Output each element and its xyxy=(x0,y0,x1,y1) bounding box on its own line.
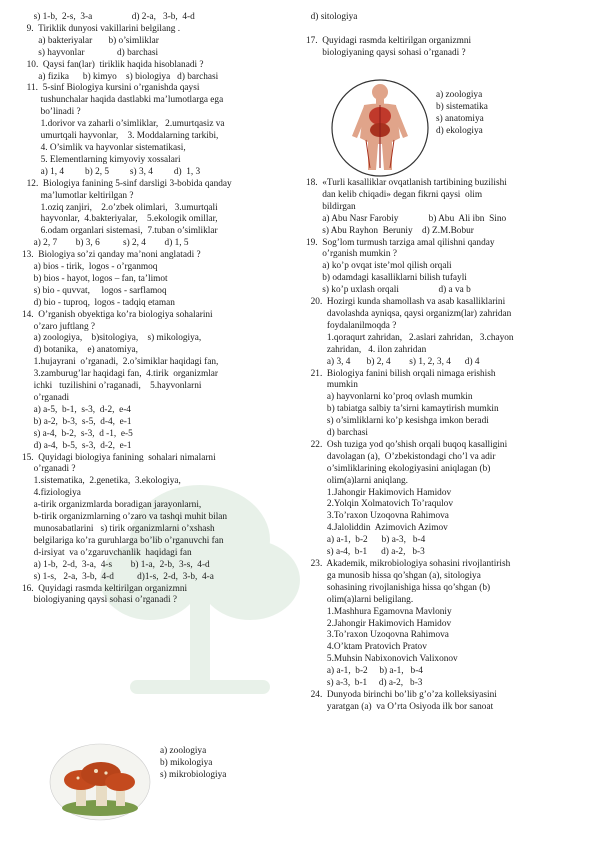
text-line: mumkin xyxy=(306,380,358,391)
text-line: 4.O’ktam Pratovich Pratov xyxy=(306,642,427,653)
text-line: 2.Jahongir Hakimovich Hamidov xyxy=(306,618,452,629)
text-line: 4.Jaloliddin Azimovich Azimov xyxy=(306,523,448,534)
text-line: b) tabiatga salbiy ta’sirni kamaytirish mumkin xyxy=(306,404,499,415)
text-line: a) bios - tirik, logos - o’rganmoq xyxy=(22,262,158,273)
text-line: a) a-1, b-2 b) a-3, b-4 xyxy=(306,535,426,546)
text-line: 15. Quyidagi biologiya fanining sohalari nimalarni xyxy=(22,452,216,463)
text-line: 20. Hozirgi kunda shamollash va asab kasalliklarini xyxy=(306,297,506,308)
text-line: 1.sistematika, 2.genetika, 3.ekologiya, xyxy=(22,476,181,487)
text-line: 3.To’raxon Uzoqovna Rahimova xyxy=(306,630,449,641)
text-line: umurtqali hayvonlar, 3. Moddalarning tarkibi, xyxy=(22,131,219,142)
text-line: o’rganadi xyxy=(22,393,70,403)
text-line xyxy=(306,24,588,36)
text-line: a) bakteriyalar b) o’simliklar xyxy=(22,35,159,46)
text-line: 6.odam organlari sistemasi, 7.tuban o’simliklar xyxy=(22,226,218,237)
text-line: s) hayvonlar d) barchasi xyxy=(22,47,159,58)
right-column-bottom xyxy=(306,178,588,714)
text-line: a) hayvonlarni ko’proq ovlash mumkin xyxy=(306,392,473,403)
text-line: 5. Elementlarning kimyoviy xossalari xyxy=(22,154,181,165)
text-line: b-tirik organizmlarning o’zaro va tashqi muhit bilan xyxy=(22,512,228,523)
text-line: a) ko’p ovqat iste’mol qilish orqali xyxy=(306,261,452,272)
text-line: o’rganadi ? xyxy=(22,464,76,475)
text-line: d) bio - tuproq, logos - tadqiq etaman xyxy=(22,297,175,308)
text-line: 24. Dunyoda birinchi bo’lib g’o’za kolleksiyasini xyxy=(306,689,497,700)
text-line: 12. Biologiya fanining 5-sinf darsligi 3-bobida qanday xyxy=(22,178,232,189)
text-line: s) Abu Rayhon Beruniy d) Z.M.Bobur xyxy=(306,225,474,236)
text-line: zahridan, 4. ilon zahridan xyxy=(306,344,427,355)
option-line: a) zoologiya xyxy=(436,90,483,100)
left-column xyxy=(22,12,300,607)
text-line: d) barchasi xyxy=(306,428,368,439)
text-line: olim(a)larni aniqlang. xyxy=(306,475,408,486)
text-line: 13. Biologiya so’zi qanday ma’noni anglatadi ? xyxy=(22,250,201,261)
text-line: 1.Jahongir Hakimovich Hamidov xyxy=(306,487,452,498)
text-line: s) 1-s, 2-a, 3-b, 4-d d)1-s, 2-d, 3-b, 4-a xyxy=(22,571,214,582)
text-line: belgilariga ko’ra guruhlarga bo’lib o’rganuvchi fan xyxy=(22,535,224,546)
text-line: 3.To’raxon Uzoqovna Rahimova xyxy=(306,511,449,522)
option-line: d) ekologiya xyxy=(436,125,483,136)
text-line: 23. Akademik, mikrobiologiya sohasini rivojlantirish xyxy=(306,559,511,569)
option-line: s) mikrobiologiya xyxy=(160,769,227,780)
text-line: d) a-4, b-5, s-3, d-2, e-1 xyxy=(22,440,132,451)
text-line: a) 2, 7 b) 3, 6 s) 2, 4 d) 1, 5 xyxy=(22,238,189,249)
text-line: s) a-4, b-1 d) a-2, b-3 xyxy=(306,547,425,558)
text-line: ma’lumotlar keltirilgan ? xyxy=(22,190,134,201)
q16-options xyxy=(160,746,300,782)
text-line: hayvonlar, 4.bakteriyalar, 5.ekologik omillar, xyxy=(22,214,218,225)
text-line: 9. Tiriklik dunyosi vakillarini belgilang . xyxy=(22,23,181,34)
text-line: 21. Biologiya fanini bilish orqali nimaga erishish xyxy=(306,368,496,379)
text-line: sohasining rivojlanishiga hissa qo’shgan (b) xyxy=(306,582,491,593)
text-line: biologiyaning qaysi sohasi o’rganadi ? xyxy=(306,47,466,58)
text-line: a) 1, 4 b) 2, 5 s) 3, 4 d) 1, 3 xyxy=(22,166,201,177)
text-line: a) a-5, b-1, s-3, d-2, e-4 xyxy=(22,404,131,415)
text-line: ga munosib hissa qo’shgan (a), sitologiya xyxy=(306,570,481,581)
text-line: yaratgan (a) va O’rta Osiyoda ilk bor sanoat xyxy=(306,701,494,712)
text-line: 16. Quyidagi rasmda keltirilgan organizmni xyxy=(22,583,188,594)
text-line: 2.Yolqin Xolmatovich To’raqulov xyxy=(306,499,453,510)
text-line: d-irsiyat va o’zgaruvchanlik haqidagi fan xyxy=(22,547,192,558)
text-line: 11. 5-sinf Biologiya kursini o’rganishda qaysi xyxy=(22,83,200,94)
option-line: a) zoologiya xyxy=(160,746,207,756)
text-line: s) 1-b, 2-s, 3-a d) 2-a, 3-b, 4-d xyxy=(22,12,195,22)
text-line: 14. O’rganish obyektiga ko’ra biologiya sohalarini xyxy=(22,309,213,320)
text-line: tushunchalar haqida dastlabki ma’lumotlarga ega xyxy=(22,95,224,106)
text-line: a) fizika b) kimyo s) biologiya d) barchasi xyxy=(22,71,219,82)
text-line: 18. «Turli kasalliklar ovqatlanish tartibining buzilishi xyxy=(306,178,507,188)
text-line: d) sitologiya xyxy=(306,12,358,22)
text-line: 22. Osh tuziga yod qo’shish orqali buqoq kasalligini xyxy=(306,439,508,450)
text-line: 3.zamburug’lar haqidagi fan, 4.tirik organizmlar xyxy=(22,369,219,380)
text-line: munosabatlarini s) tirik organizmlarni o’xshash xyxy=(22,523,215,534)
text-line: a) Abu Nasr Farobiy b) Abu Ali ibn Sino xyxy=(306,213,507,224)
text-line: davolagan (a), O’zbekistondagi cho’l va adir xyxy=(306,451,496,462)
text-line: a) a-1, b-2 b) a-1, b-4 xyxy=(306,666,423,677)
text-line: b) odamdagi kasalliklarni bilish tufayli xyxy=(306,273,467,284)
option-line: b) mikologiya xyxy=(160,757,213,768)
text-line: a) 3, 4 b) 2, 4 s) 1, 2, 3, 4 d) 4 xyxy=(306,356,480,367)
text-line: o’zaro juftlang ? xyxy=(22,321,96,332)
text-line: o’simliklarining ekologiyasini aniqlagan (b) xyxy=(306,463,491,474)
text-line: s) bio - quvvat, logos - sarflamoq xyxy=(22,285,167,296)
text-line: dan kelib chiqadi» degan fikrni qaysi olim xyxy=(306,189,483,200)
text-line: s) a-4, b-2, s-3, d -1, e-5 xyxy=(22,428,133,439)
text-line: s) ko’p uxlash orqali d) a va b xyxy=(306,285,471,296)
text-line: a) 1-b, 2-d, 3-a, 4-s b) 1-a, 2-b, 3-s, 4-d xyxy=(22,559,210,570)
text-line: 1.hujayrani o’rganadi, 2.o’simiklar haqidagi fan, xyxy=(22,357,219,368)
text-line: a) zoologiya, b)sitologiya, s) mikologiya, xyxy=(22,333,202,344)
text-line: davolashda ayniqsa, qaysi organizm(lar) zahridan xyxy=(306,308,512,319)
text-line: 10. Qaysi fan(lar) tiriklik haqida hisoblanadi ? xyxy=(22,59,204,70)
text-line: 1.qoraqurt zahridan, 2.aslari zahridan, 3.chayon xyxy=(306,332,514,343)
text-line: 1.oziq zanjiri, 2.o’zbek olimlari, 3.umurtqali xyxy=(22,202,218,213)
option-line: s) anatomiya xyxy=(436,113,484,124)
text-line: bildirgan xyxy=(306,201,356,212)
text-line: 1.dorivor va zaharli o’simliklar, 2.umurtqasiz va xyxy=(22,119,225,130)
text-line: ichki tuzilishini o’raganadi, 5.hayvonlarni xyxy=(22,381,202,392)
right-column-top xyxy=(306,12,588,60)
text-line: 5.Muhsin Nabixonovich Valixonov xyxy=(306,654,458,665)
text-line: s) o’simliklarni ko’p kesishga imkon beradi xyxy=(306,416,489,427)
text-line: foydalanilmoqda ? xyxy=(306,320,397,331)
text-line: 4.fiziologiya xyxy=(22,488,81,499)
text-line: s) a-3, b-1 d) a-2, b-3 xyxy=(306,678,423,689)
text-line: 19. Sog’lom turmush tarziga amal qilishni qanday xyxy=(306,237,495,248)
text-line: 1.Mashhura Egamovna Mavloniy xyxy=(306,606,452,617)
text-line: bo’linadi ? xyxy=(22,107,81,118)
text-line: d) botanika, e) anatomiya, xyxy=(22,345,138,356)
text-line: biologiyaning qaysi sohasi o’rganadi ? xyxy=(22,595,178,606)
text-line: a-tirik organizmlarda boradigan jarayonlarni, xyxy=(22,500,202,511)
text-line: 4. O’simlik va hayvonlar sistematikasi, xyxy=(22,142,186,153)
human-anatomy-image xyxy=(330,78,430,178)
text-line: o’rganish mumkin ? xyxy=(306,249,397,260)
text-line: b) a-2, b-3, s-5, d-4, e-1 xyxy=(22,416,132,427)
mushroom-image xyxy=(48,742,152,822)
text-line: 17. Quyidagi rasmda keltirilgan organizmni xyxy=(306,35,472,46)
option-line: b) sistematika xyxy=(436,101,488,112)
text-line: olim(a)larni beligilang. xyxy=(306,594,414,605)
q17-options xyxy=(436,90,586,138)
text-line: b) bios - hayot, logos – fan, ta’limot xyxy=(22,273,168,284)
